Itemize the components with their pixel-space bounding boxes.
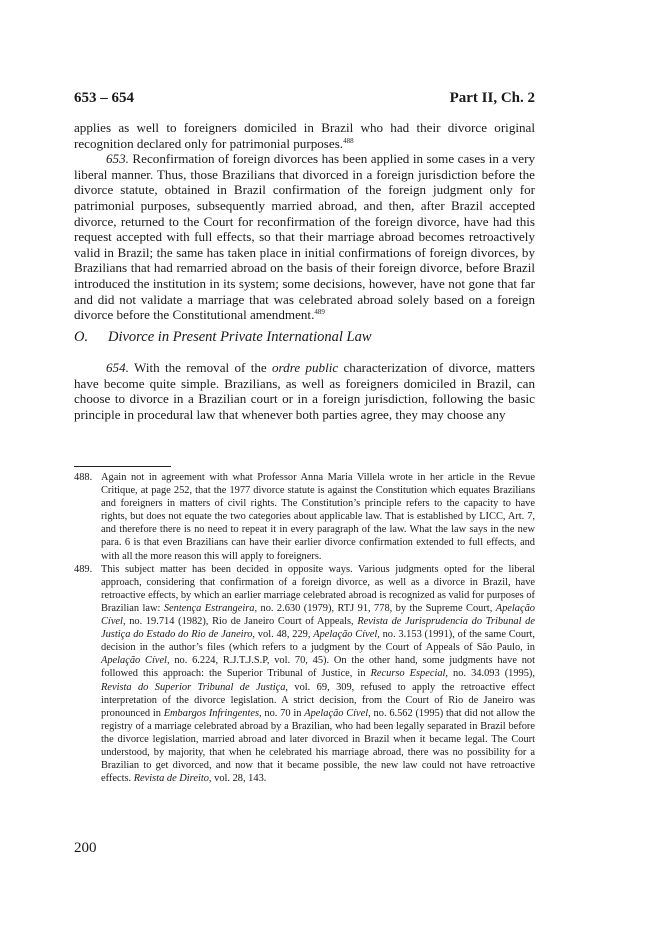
footnote-text: Again not in agreement with what Professor Anna Maria Villela wrote in her article in the Revue Critique, at page 252, that the 1977 divorce statute is against the Constitution which equates Brazilians and foreigners in matters of civil rights. The Constitution’s principle refers to the capacity to have rights, but does not equate the two categories about applicable law. That is established by LICC, Art. 7, and therefore there is no need to repeat it in every paragraph of the law. What the law says in the new para. 6 is that even Brazilians can have their earlier divorce confirmation extended to full effects, and with all the more reason this will apply to foreigners. <box>101 472 535 562</box>
footnote-separator <box>74 466 171 467</box>
paragraph-continued: applies as well to foreigners domiciled in Brazil who had their divorce original recognition declared only for patrimonial purposes.$^{488}$ <box>74 120 535 151</box>
header-part-chapter: Part II, Ch. 2 <box>449 90 535 106</box>
paragraph-number: 654. <box>106 360 129 375</box>
footnote-ref-489[interactable]: 489 <box>314 308 325 317</box>
footnote-489: 489. This subject matter has been decided in opposite ways. Various judgments opted for the liberal approach, considering that confirmation of a foreign divorce, as well as a divorce in Brazil, have retroactive effects, by which an earlier marriage celebrated abroad is recognized as valid for purposes of Brazilian law: Sentença Estrangeira, no. 2.630 (1979), RTJ 91, 778, by the Supreme Court, Apelação Cível, no. 19.714 (1982), Rio de Janeiro Court of Appeals, Revista de Jurisprudencia do Tribunal de Justiça do Estado do Rio de Janeiro, vol. 48, 229, Apelação Cível, no. 3.153 (1991), of the same Court, decision in the author’s files (which refers to a judgment by the Court of Appeals of São Paulo, in Apelação Cível, no. 6.224, R.J.T.J.S.P, vol. 70, 45). On the other hand, some judgments have not followed this approach: the Superior Tribunal of Justice, in Recurso Especial, no. 34.093 (1995), Revista do Superior Tribunal de Justiça, vol. 69, 309, refused to apply the retroactive effect interpretation of the divorce legislation. A strict decision, from the Court of Rio de Janeiro was pronounced in Embargos Infringentes, no. 70 in Apelação Cível, no. 6.562 (1995) that did not allow the registry of a marriage celebrated abroad by a Brazilian, who had been legally separated in Brazil before the divorce legislation, married abroad and later divorced in Brazil when it became legal. The Court understood, by majority, that when he celebrated his marriage abroad, there was no possibility for a Brazilian to get divorced, and now that it became possible, the new law could not have retroactive effects. Revista de Direito, vol. 28, 143. <box>74 563 536 785</box>
paragraph-number: 653. <box>106 151 129 167</box>
footnote-488 <box>74 471 535 563</box>
section-letter: O. <box>74 329 89 345</box>
page-number: 200 <box>74 840 97 856</box>
footnote-ref-488[interactable]: 488 <box>343 136 354 145</box>
footnotes <box>74 471 535 785</box>
footnote-number: 489. <box>74 563 93 575</box>
running-header <box>74 90 535 110</box>
footnote-number: 488. <box>74 472 93 483</box>
paragraph-653: 653. Reconfirmation of foreign divorces has been applied in some cases in a very liberal manner. Thus, those Brazilians that divorced in a foreign jurisdiction before the divorce statute, obtained in Brazil confirmation of the foreign judgment only for patrimonial purposes, subsequently married abroad, and then, after Brazil accepted divorce, returned to the Court for reconfirmation of the foreign divorce, have had this request accepted with full effects, so that their marriage abroad becomes retroactively valid in Brazil; the same has taken place in initial confirmations of foreign divorces, by Brazilians that had remarried abroad on the basis of their foreign divorce, before Brazil introduced the institution in its system; some decisions, however, have not gone that far and did not validate a marriage that was celebrated abroad solely based on a foreign divorce before the Constitutional amendment.$^{489}$ <box>74 151 535 323</box>
section-heading <box>74 329 535 346</box>
main-text <box>74 120 535 323</box>
main-text-continued <box>74 360 535 422</box>
paragraph-654: 654. With the removal of the ordre public characterization of divorce, matters have become quite simple. Brazilians, as well as foreigners domiciled in Brazil, can choose to divorce in a Brazilian court or in a foreign jurisdiction, following the basic principle in procedural law that whenever both parties agree, they may choose any <box>74 360 535 422</box>
header-section-range: 653 – 654 <box>74 90 134 106</box>
section-title: Divorce in Present Private International Law <box>108 329 372 345</box>
